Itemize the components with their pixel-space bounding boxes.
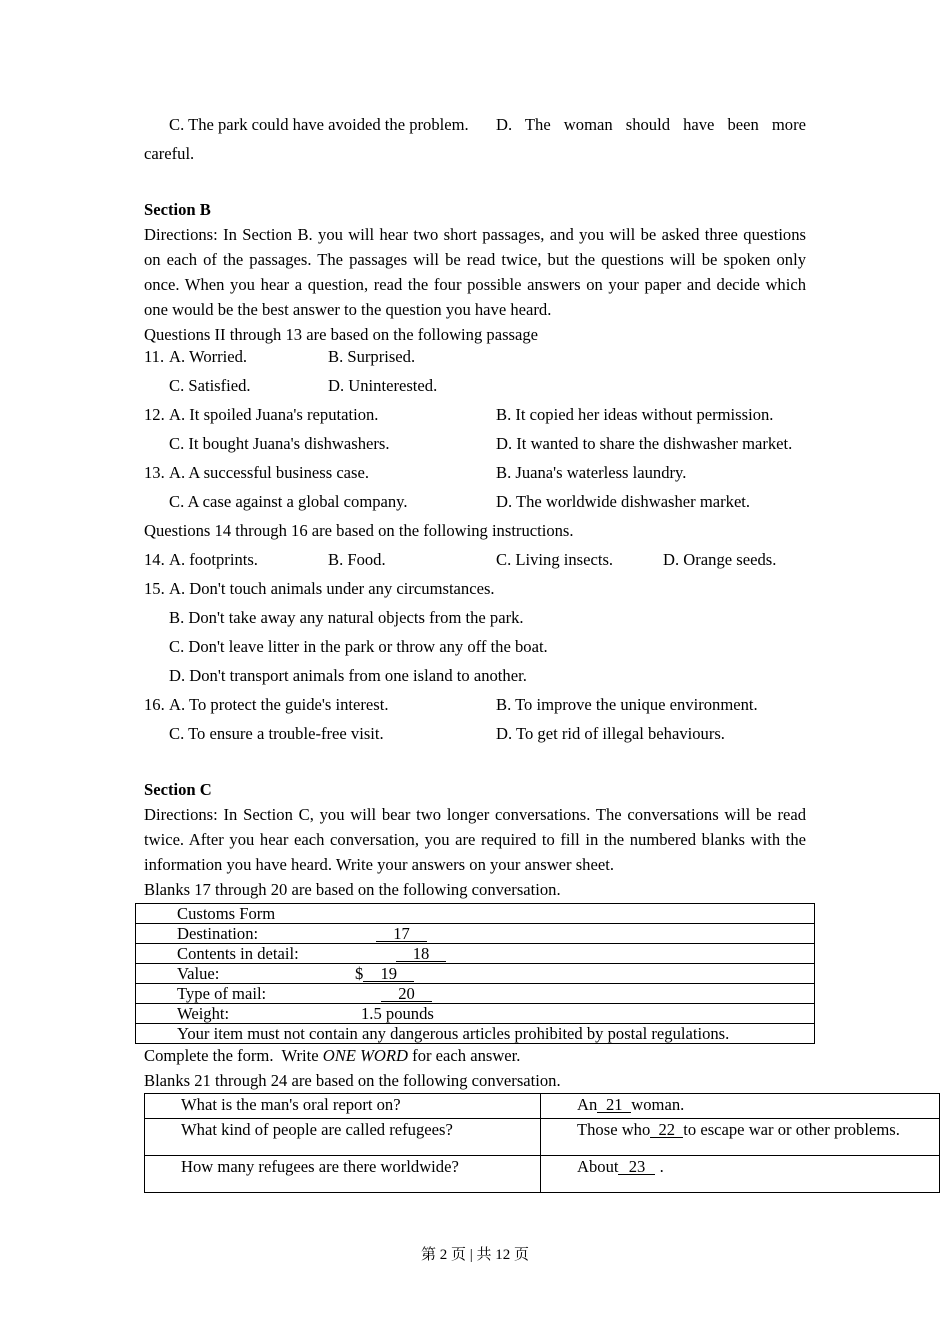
option-c: C. To ensure a trouble-free visit. [169,724,384,743]
form-instruction-emphasis: ONE WORD [322,1046,409,1065]
answer-blank: 23 [618,1160,655,1175]
option-a: A. Don't touch animals under any circumstances. [169,579,495,598]
field-label: Destination: [177,924,259,943]
option-d: D. Orange seeds. [663,550,777,569]
option-b: B. Juana's waterless laundry. [496,463,687,482]
section-b-directions-line: Directions: In Section B. you will hear two short passages, and you will be asked three questions [144,225,806,244]
option-a: A. To protect the guide's interest. [169,695,389,714]
qa-answer [540,1156,939,1192]
form-instruction-text: for each answer. [408,1046,521,1065]
answer-blank: 19 [363,967,414,982]
section-c-directions-line: Directions: In Section C, you will bear two longer conversations. The conversations will be read [144,805,806,824]
option-b: B. It copied her ideas without permission. [496,405,774,424]
question-number: 12. [144,405,165,424]
option-d: D. The worldwide dishwasher market. [496,492,751,511]
qa-row [145,1094,939,1118]
section-b-directions-line: once. When you hear a question, read the four possible answers on your paper and decide which [144,275,806,294]
option-b: B. Surprised. [328,347,416,366]
question-number: 11. [144,347,165,366]
answer-text: About [577,1157,619,1176]
previous-question-option-d: D. The woman should have been more [496,115,806,134]
qa-table [144,1093,940,1193]
answer-text: An [577,1095,598,1114]
customs-form-table [135,903,815,1044]
question-number: 14. [144,550,165,569]
qa-question: What is the man's oral report on? [181,1095,401,1114]
section-c-directions-line: twice. After you hear each conversation, you are required to fill in the numbered blanks with the [144,830,806,849]
page-footer: 第 2 页 | 共 12 页 [420,1247,529,1263]
option-d: D. To get rid of illegal behaviours. [496,724,725,743]
answer-text: to escape war or other problems. [683,1120,900,1139]
answer-blank: 17 [376,927,427,942]
option-a: A. Worried. [169,347,248,366]
field-label: Contents in detail: [177,944,299,963]
answer-text: Those who [577,1120,651,1139]
customs-form-title-row [136,904,814,923]
question-number: 15. [144,579,165,598]
option-c: C. A case against a global company. [169,492,408,511]
field-value [355,964,414,983]
section-b-heading: Section B [144,200,211,219]
previous-question-option-c: C. The park could have avoided the problem. [169,115,469,134]
option-b: B. Food. [328,550,386,569]
answer-text: woman. [631,1095,685,1114]
currency-symbol: $ [355,964,364,983]
field-value: 1.5 pounds [361,1004,434,1023]
question-number: 13. [144,463,165,482]
answer-blank: 22 [650,1123,683,1138]
field-label: Weight: [177,1004,230,1023]
qa-question: What kind of people are called refugees? [181,1120,453,1139]
section-c-heading: Section C [144,780,212,799]
option-d: D. Uninterested. [328,376,438,395]
section-b-directions-line: one would be the best answer to the question you have heard. [144,300,552,319]
answer-blank: 21 [597,1098,631,1113]
qa-row [145,1155,939,1192]
field-label: Value: [177,964,220,983]
customs-form-row-value [136,963,814,983]
previous-question-option-d-continued: careful. [144,144,195,163]
customs-form-row-destination [136,923,814,943]
qa-answer [540,1119,939,1155]
answer-blank: 20 [381,987,432,1002]
option-c: C. Living insects. [496,550,614,569]
option-d: D. Don't transport animals from one island to another. [169,666,527,685]
option-d: D. It wanted to share the dishwasher market. [496,434,793,453]
section-b-directions-line: on each of the passages. The passages will be read twice, but the questions will be spoken only [144,250,806,269]
option-a: A. It spoiled Juana's reputation. [169,405,379,424]
customs-form-notice-row [136,1023,814,1043]
customs-form-row-contents [136,943,814,963]
customs-form-notice: Your item must not contain any dangerous articles prohibited by postal regulations. [177,1024,730,1043]
passage-intro: Questions II through 13 are based on the following passage [144,325,539,344]
option-c: C. Don't leave litter in the park or throw any off the boat. [169,637,548,656]
answer-blank: 18 [396,947,446,962]
question-number: 16. [144,695,165,714]
option-c: C. Satisfied. [169,376,251,395]
instructions-intro: Questions 14 through 16 are based on the following instructions. [144,521,574,540]
option-b: B. Don't take away any natural objects from the park. [169,608,524,627]
field-value [376,924,427,943]
option-a: A. A successful business case. [169,463,370,482]
qa-answer [540,1094,939,1118]
customs-form-row-mail-type [136,983,814,1003]
field-value [396,944,446,963]
qa-question: How many refugees are there worldwide? [181,1157,459,1176]
customs-form-row-weight [136,1003,814,1023]
option-b: B. To improve the unique environment. [496,695,758,714]
field-label: Type of mail: [177,984,267,1003]
section-c-directions-line: information you have heard. Write your answers on your answer sheet. [144,855,614,874]
form-instruction [144,1046,520,1066]
conversation-2-intro: Blanks 21 through 24 are based on the following conversation. [144,1071,561,1090]
conversation-1-intro: Blanks 17 through 20 are based on the following conversation. [144,880,561,899]
qa-row [145,1118,939,1155]
customs-form-title: Customs Form [177,904,276,923]
option-a: A. footprints. [169,550,258,569]
answer-text: . [655,1157,664,1176]
form-instruction-text: Complete the form. Write [144,1046,323,1065]
field-value [381,984,432,1003]
option-c: C. It bought Juana's dishwashers. [169,434,390,453]
